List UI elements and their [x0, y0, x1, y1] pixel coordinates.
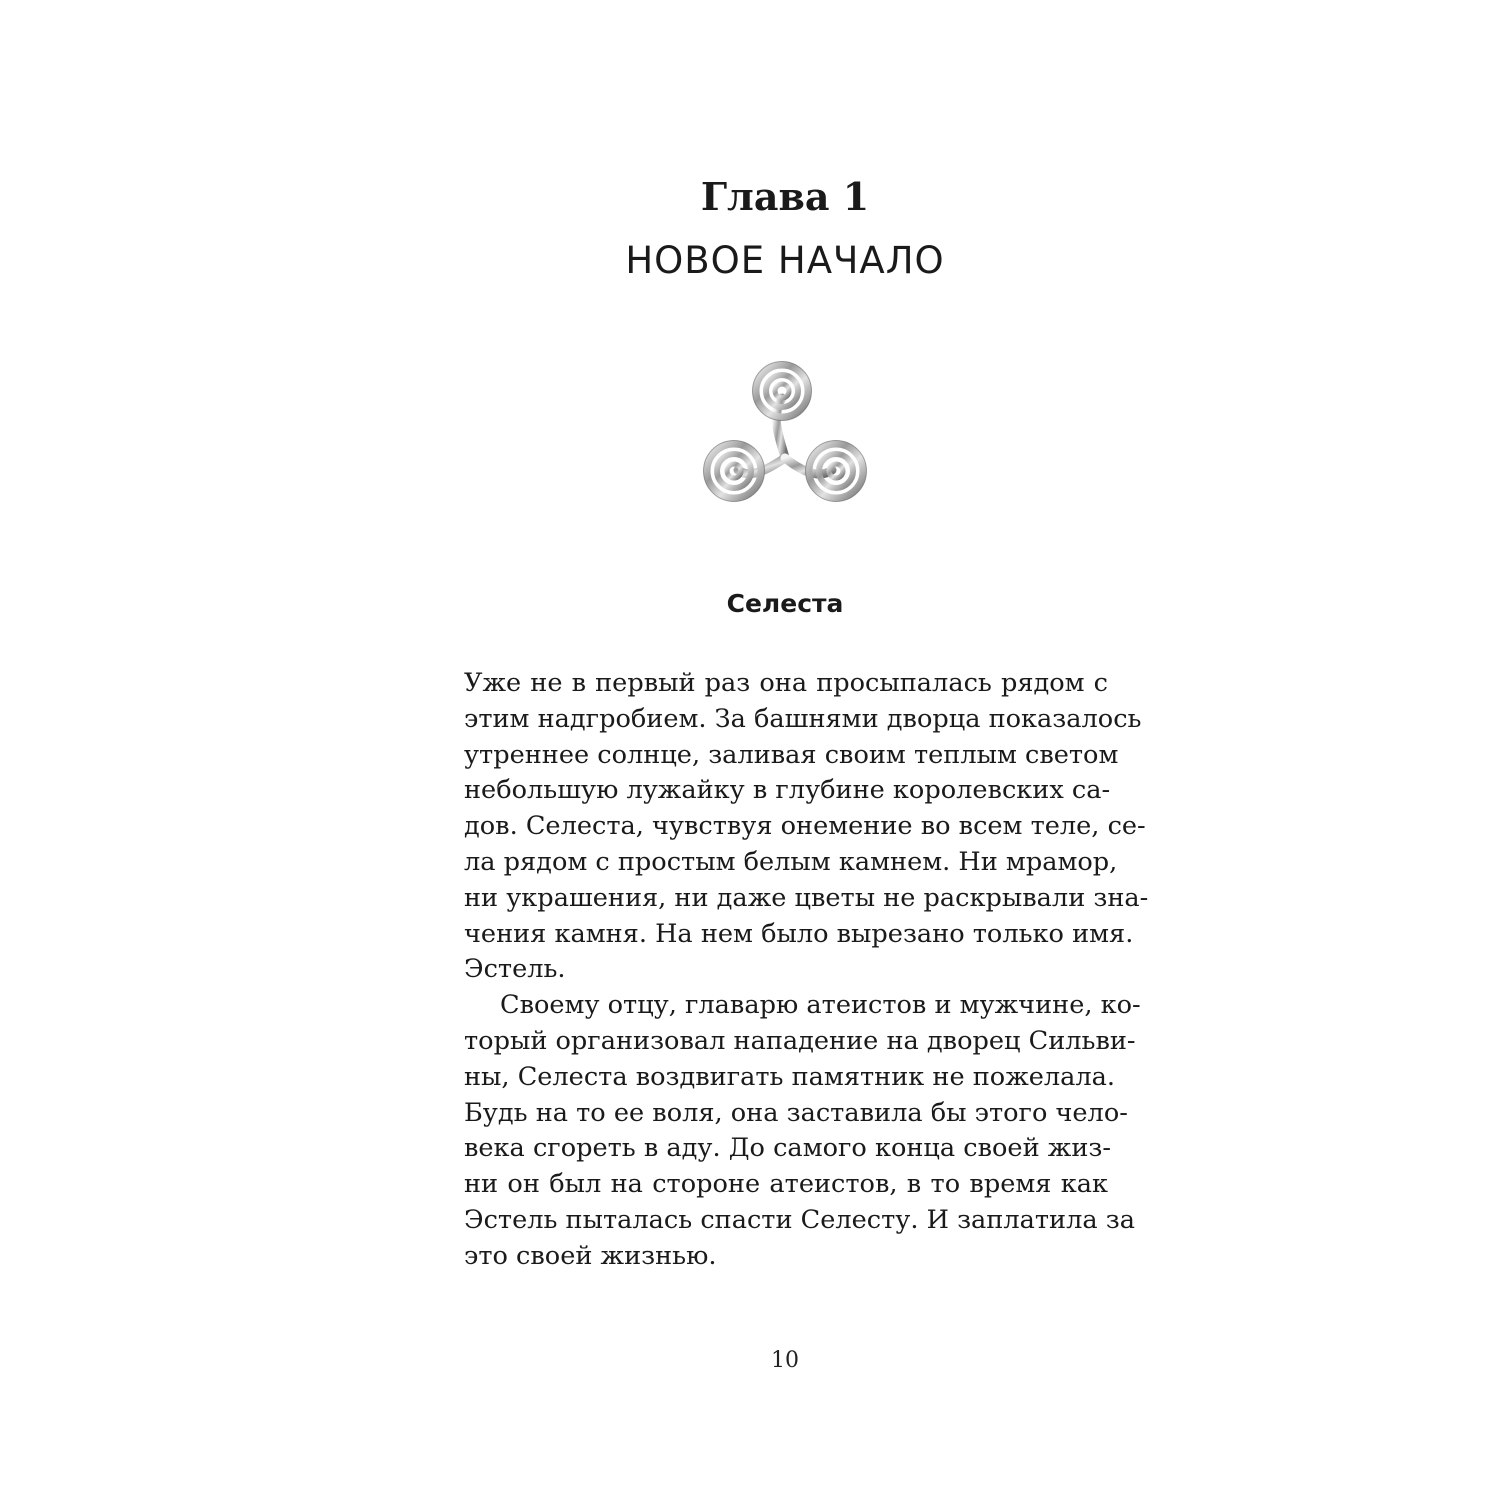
text-line: ны, Селеста воздвигать памятник не пожелала. — [464, 1061, 1116, 1092]
chapter-title: НОВОЕ НАЧАЛО — [625, 239, 945, 282]
body-text — [464, 666, 1149, 1275]
text-line: чения камня. На нем было вырезано только имя. — [464, 918, 1134, 949]
text-line: ла рядом с простым белым камнем. Ни мрамор, — [464, 846, 1118, 877]
text-line: это своей жизнью. — [464, 1240, 717, 1271]
text-line: дов. Селеста, чувствуя онемение во всем теле, се- — [464, 811, 1146, 842]
text-line: века сгореть в аду. До самого конца своей жиз- — [464, 1133, 1111, 1164]
text-line: Своему отцу, главарю атеистов и мужчине, ко- — [500, 990, 1141, 1021]
text-line: ни он был на стороне атеистов, в то время как — [464, 1169, 1108, 1200]
section-heading: Селеста — [726, 589, 844, 618]
chapter-number: Глава 1 — [700, 174, 870, 219]
text-line: ни украшения, ни даже цветы не раскрывали зна- — [464, 882, 1149, 913]
paragraph — [464, 666, 1149, 988]
text-line: небольшую лужайку в глубине королевских са- — [464, 775, 1111, 806]
triskelion-icon — [700, 358, 870, 518]
text-line: торый организовал нападение на дворец Сильви- — [464, 1025, 1136, 1056]
text-line: Будь на то ее воля, она заставила бы этого чело- — [464, 1097, 1128, 1128]
paragraph — [464, 988, 1141, 1274]
text-line: утреннее солнце, заливая своим теплым светом — [464, 739, 1119, 770]
text-line: Эстель пыталась спасти Селесту. И заплатила за — [464, 1204, 1135, 1235]
text-line: этим надгробием. За башнями дворца показалось — [464, 703, 1142, 734]
text-line: Уже не в первый раз она просыпалась рядом с — [464, 668, 1108, 698]
text-line: Эстель. — [464, 954, 566, 985]
page-number: 10 — [771, 1348, 799, 1373]
